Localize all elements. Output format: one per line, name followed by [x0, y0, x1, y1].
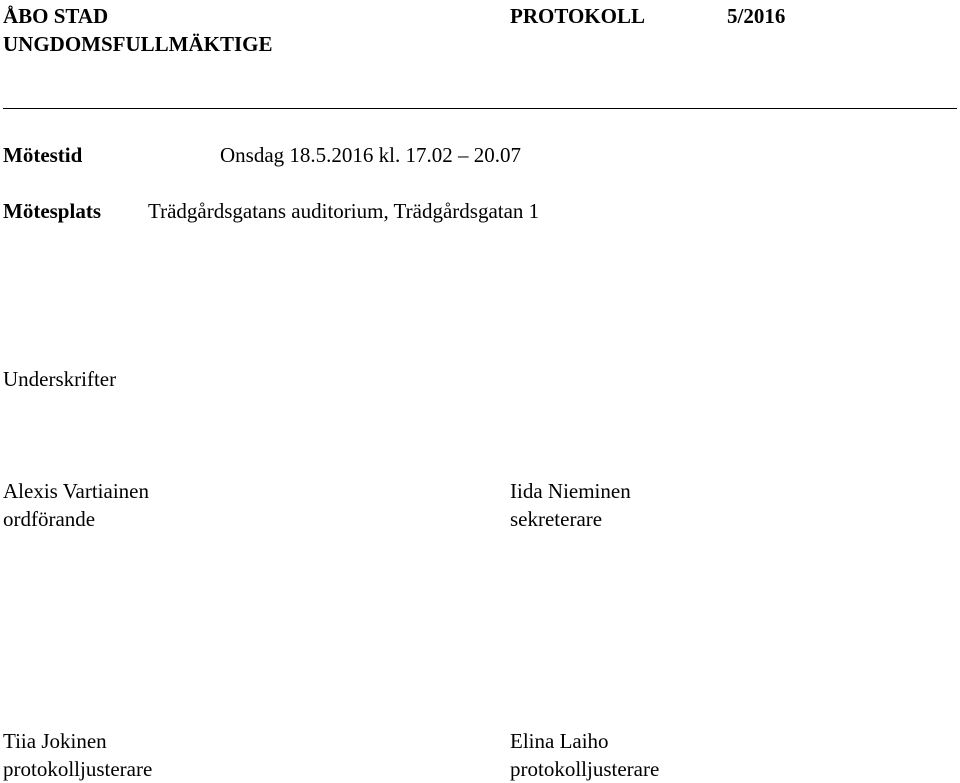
organization-body: UNGDOMSFULLMÄKTIGE [3, 32, 273, 56]
signatures-heading: Underskrifter [3, 367, 117, 391]
meeting-place-value: Trädgårdsgatans auditorium, Trädgårdsgatan 1 [148, 199, 540, 223]
meeting-time-label: Mötestid [3, 143, 83, 167]
meeting-place-label: Mötesplats [3, 199, 101, 223]
signer-name: Alexis Vartiainen [3, 479, 149, 503]
signer-role: ordförande [3, 507, 96, 531]
signer-role: protokolljusterare [3, 757, 153, 781]
header-divider [3, 108, 957, 109]
signer-role: protokolljusterare [510, 757, 660, 781]
signer-role: sekreterare [510, 507, 603, 531]
signer-name: Iida Nieminen [510, 479, 631, 503]
meeting-time-value: Onsdag 18.5.2016 kl. 17.02 – 20.07 [220, 143, 521, 167]
document-type: PROTOKOLL [510, 4, 645, 28]
organization-name: ÅBO STAD [3, 4, 109, 28]
signer-name: Tiia Jokinen [3, 729, 107, 753]
signer-name: Elina Laiho [510, 729, 609, 753]
document-number: 5/2016 [727, 4, 786, 28]
